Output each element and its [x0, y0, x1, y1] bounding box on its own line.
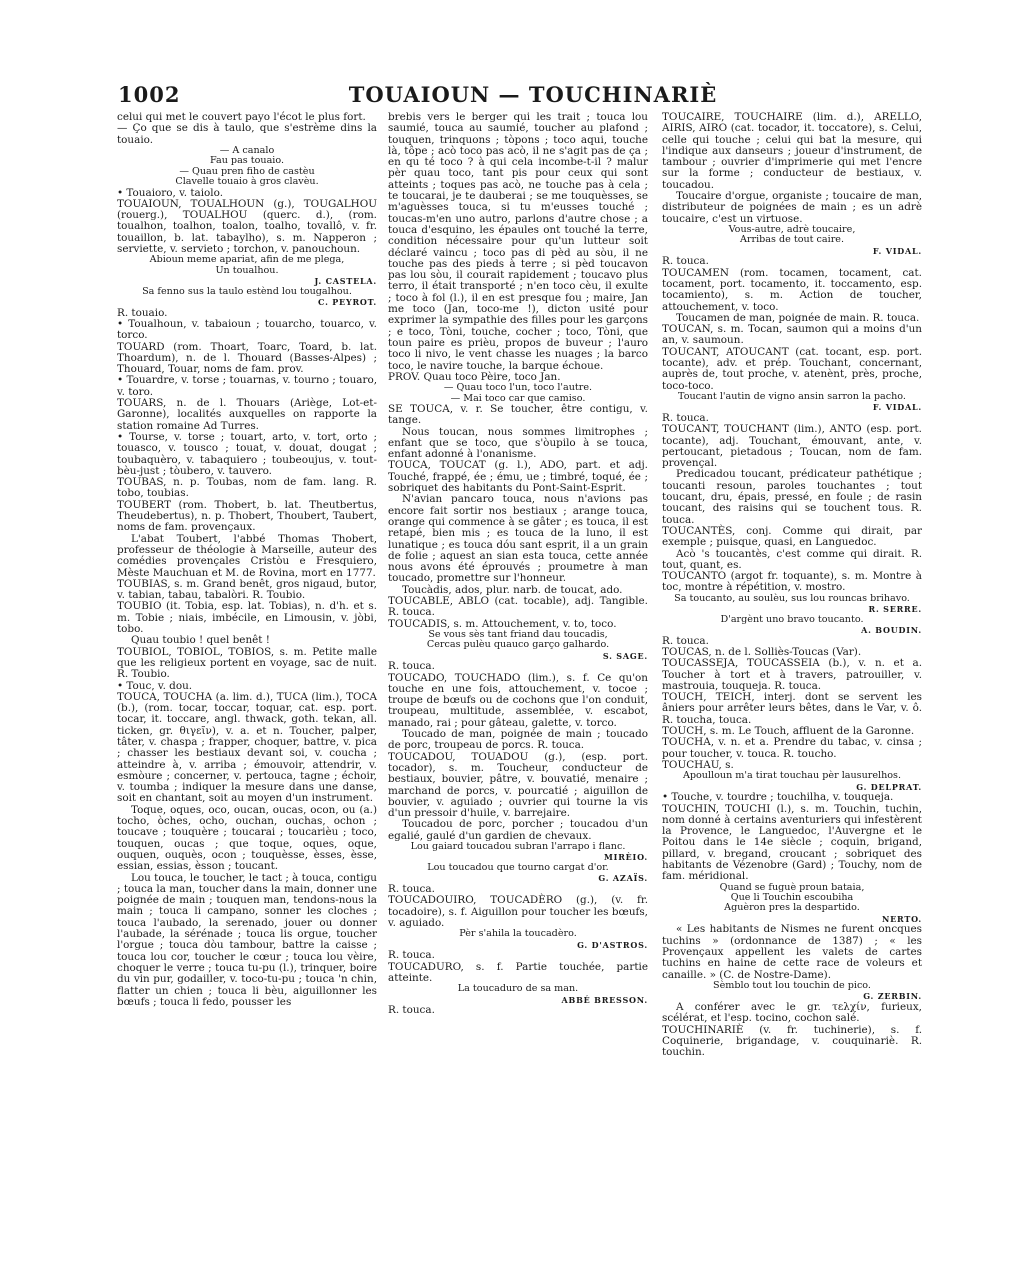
entry-paragraph: TOUCANT, ATOUCANT (cat. tocant, esp. port. tocante), adv. et prép. Touchant, concernant, auprès de, tout proche, v. atenènt, près, proche, toco-toco.: [662, 345, 922, 392]
entry-paragraph: TOUCANT, TOUCHANT (lim.), ANTO (esp. port. tocante), adj. Touchant, émouvant, ante, v. pertoucant, pietadous ; Toucan, nom de fam. provençal.: [662, 423, 922, 470]
entry-paragraph: • Touc, v. dou.: [117, 679, 193, 692]
citation-author: C. PEYROT.: [318, 297, 377, 308]
citation-quote: Sa toucanto, au soulèu, sus lou rouncas brihavo.: [674, 592, 910, 604]
citation-quote: Sèmblo tout lou touchin de pico.: [713, 979, 871, 991]
citation-quote: Quand se fuguè proun bataia,: [719, 881, 865, 893]
entry-paragraph: • Toualhoun, v. tabaioun ; touarcho, touarco, v. torco.: [117, 318, 377, 342]
citation-author: S. SAGE.: [602, 650, 648, 661]
entry-paragraph: Toucado de man, poignée de main ; toucado de porc, troupeau de porcs. R. touca.: [388, 728, 648, 752]
entry-paragraph: R. touca.: [388, 660, 435, 673]
entry-paragraph: TOUCADOU, TOUADOU (g.), (esp. port. tocador), s. m. Toucheur, conducteur de bestiaux, bouvier, pâtre, v. bouvatié, menaire ; marchand de porcs, v. pourcatié ; aiguillon de bouvier, v. aguiado ; ouvrier qui tourne la vis d'un pressoir d'huile, v. barrejaire.: [388, 750, 648, 820]
entry-paragraph: SE TOUCA, v. r. Se toucher, être contigu, v. tange.: [388, 402, 648, 427]
citation-quote: Aguèron pres la despartido.: [724, 902, 860, 914]
entry-paragraph: TOUCAIRE, TOUCHAIRE (lim. d.), ARELLO, AIRIS, AIRO (cat. tocador, it. toccatore), s. Celui, celle qui touche ; celui qui bat la mesure, qui l'indique aux danseurs ; joueur d'instrument, de tambour ; ouvrier d'imprimerie qui met l'encre sur la forme ; conducteur de bestiaux, v. toucadou.: [662, 111, 922, 191]
citation-quote: D'argènt uno bravo toucanto.: [720, 613, 864, 625]
citation-quote: Abioun meme apariat, afin de me plega,: [149, 254, 345, 266]
page-number: 1002: [118, 82, 181, 107]
citation-quote: Cercas pulèu quauco garço galhardo.: [426, 639, 610, 651]
entry-paragraph: TOUBIAS, s. m. Grand benêt, gros nigaud, butor, v. tabian, tabau, tabalòri. R. Toubio.: [117, 577, 377, 602]
citation-author: R. SERRE.: [868, 604, 922, 615]
entry-paragraph: — Ço que se dis à taulo, que s'estrème dins la touaio.: [117, 122, 377, 146]
citation-author: F. VIDAL.: [872, 245, 922, 256]
citation-quote: La toucaduro de sa man.: [457, 983, 579, 995]
entry-paragraph: R. touaio.: [117, 306, 168, 319]
entry-paragraph: TOUCAN, s. m. Tocan, saumon qui a moins d'un an, v. saumoun.: [662, 323, 922, 347]
text-column-right: [662, 112, 922, 1058]
citation-quote: Que li Touchin escoubiha: [730, 892, 854, 904]
citation-author: MIRÈIO.: [604, 852, 648, 863]
entry-paragraph: Toucàdis, ados, plur. narb. de toucat, ado.: [402, 583, 623, 596]
entry-paragraph: Lou touca, le toucher, le tact ; à touca, contigu ; touca la man, toucher dans la main, donner une poignée de main ; touquen man, tendons-nous la main ; touca li campano, sonner les cloches ; touca l'aubado, la serenado, jouer ou donner l'aubade, la sérénade ; touca lis orgue, toucher l'orgue ; touca dòu tambour, battre la caisse ; touca lou cor, toucher le cœur ; touca lou vèire, choquer le verre ; touca tu-pu (l.), trinquer, boire du vin pur, godailler, v. toco-tu-pu ; touca 'n chin, flatter un chien ; touca li bèu, aiguillonner les bœufs ; touca li fedo, pousser les: [117, 871, 377, 1008]
entry-paragraph: Toque, oques, oco, oucan, oucas, ocon, ou (a.) tocho, òches, ocho, ouchan, ouchas, ochon ; toucave ; touquère ; toucarai ; toucarièu ; toco, touquen, oucas ; que toque, oques, oque, ouquen, ouquès, ocon ; touquèsse, èsses, èsse, essian, essias, èsson ; toucant.: [117, 803, 377, 873]
citation-quote: Pèr s'ahila la toucadèro.: [459, 928, 577, 940]
entry-paragraph: TOUCA, TOUCAT (g. l.), ADO, part. et adj. Touché, frappé, ée ; ému, ue ; timbré, toqué, ée ; sobriquet des habitants du Pont-Saint-Esprit.: [388, 459, 648, 495]
entry-paragraph: A conférer avec le gr. τελχίν, furieux, scélérat, et l'esp. tocino, cochon salé.: [662, 1000, 922, 1025]
citation-author: G. D'ASTROS.: [577, 939, 648, 950]
entry-paragraph: Quau toubio ! quel benêt !: [131, 634, 270, 647]
entry-paragraph: TOUCADIS, s. m. Attouchement, v. to, toco.: [388, 617, 617, 630]
entry-paragraph: Acò 's toucantès, c'est comme qui dirait. R. tout, quant, es.: [662, 547, 922, 571]
citation-quote: — Mai toco car que camiso.: [450, 392, 586, 404]
citation-quote: Clavelle touaio à gros clavèu.: [175, 176, 319, 188]
citation-quote: — A canalo: [219, 144, 275, 156]
citation-author: G. DELPRAT.: [856, 781, 922, 792]
citation-quote: Fau pas touaio.: [209, 155, 285, 167]
entry-paragraph: TOUCADURO, s. f. Partie touchée, partie atteinte.: [388, 960, 648, 984]
entry-paragraph: R. touca.: [388, 883, 435, 896]
citation-quote: Lou gaiard toucadou subran l'arrapo i flanc.: [410, 841, 626, 853]
text-column-middle: [388, 112, 648, 1016]
entry-paragraph: TOUCAS, n. de l. Solliès-Toucas (Var).: [662, 645, 862, 658]
citation-quote: — Quau pren fiho de castèu: [179, 165, 315, 177]
citation-quote: Se vous sès tant friand dau toucadis,: [428, 628, 608, 640]
entry-paragraph: Toucamen de man, poignée de main. R. touca.: [676, 311, 920, 324]
entry-paragraph: TOUCHA, v. n. et a. Prendre du tabac, v. cinsa ; pour toucher, v. touca. R. toucho.: [662, 736, 922, 760]
running-head: TOUAIOUN — TOUCHINARIÈ: [348, 82, 718, 107]
entry-paragraph: celui qui met le couvert payo l'écot le plus fort.: [117, 111, 366, 123]
entry-paragraph: • Tourse, v. torse ; touart, arto, v. tort, orto ; touasco, v. tousco ; touat, v. douat, dougat ; toubaquèro, v. tabaquiero ; toubeoujus, v. tout-bèu-just ; tòubero, v. tauvero.: [117, 430, 377, 477]
citation-quote: Sa fenno sus la taulo estènd lou tougalhou.: [142, 285, 352, 297]
citation-quote: Arribas de tout caire.: [739, 234, 845, 246]
entry-paragraph: TOUCHINARIÈ (v. fr. tuchinerie), s. f. Coquinerie, brigandage, v. couquinariè. R. touchin.: [662, 1023, 922, 1059]
entry-paragraph: L'abat Toubert, l'abbé Thomas Thobert, professeur de théologie à Marseille, auteur des comédies provençales Cristòu e Fresquiero, Mèste Mauchuan et M. de Rovina, mort en 1777.: [117, 532, 377, 579]
entry-paragraph: TOUCA, TOUCHA (a. lim. d.), TUCA (lim.), TOCA (b.), (rom. tocar, toccar, toquar, cat. esp. port. tocar, it. toccare, angl. thwack, goth. tekan, all. ticken, gr. θιγεῖν), v. a. et n. Toucher, palper, tâter, v. chaspa ; frapper, choquer, battre, v. pica ; chasser les bestiaux devant soi, v. coucha ; atteindre à, v. arriba ; émouvoir, attendrir, v. esmòure ; concerner, v. pertouca, tagne ; échoir, v. toumba ; indiquer la mesure dans une danse, soit en chantant, soit au moyen d'un instrument.: [117, 690, 377, 805]
entry-paragraph: TOUCADOUIRO, TOUCADÈRO (g.), (v. fr. tocadoire), s. f. Aiguillon pour toucher les bœufs, v. aguiado.: [388, 894, 648, 929]
citation-quote: — Quau toco l'un, toco l'autre.: [443, 382, 593, 394]
page-header: [118, 82, 948, 112]
entry-paragraph: TOUCH, TEICH, interj. dont se servent les âniers pour arrêter leurs bêtes, dans le Var, v. ô. R. toucha, touca.: [662, 691, 922, 726]
entry-paragraph: • Touche, v. tourdre ; touchilha, v. touqueja.: [662, 791, 894, 804]
citation-author: NERTO.: [882, 913, 922, 924]
entry-paragraph: TOUCAMEN (rom. tocamen, tocament, cat. tocament, port. tocamento, it. toccamento, esp. tocamiento), s. m. Action de toucher, attouchement, v. toco.: [662, 266, 922, 313]
entry-paragraph: « Les habitants de Nismes ne furent oncques tuchins » (ordonnance de 1387) ; « les Provençaux appellent les valets de cartes tuchins en haine de cette race de voleurs et canaille. » (C. de Nostre-Dame).: [662, 923, 922, 981]
entry-paragraph: TOUCABLE, ABLO (cat. tocable), adj. Tangible. R. touca.: [388, 594, 648, 619]
entry-paragraph: • Touaioro, v. taiolo.: [117, 186, 223, 199]
citation-quote: Toucant l'autin de vigno ansin sarron la pacho.: [678, 390, 906, 402]
entry-paragraph: R. touca.: [388, 1004, 435, 1017]
entry-paragraph: TOUCASSEJA, TOUCASSEIA (b.), v. n. et a. Toucher à tort et à travers, patrouiller, v. mastrouia, touqueja. R. touca.: [662, 657, 922, 692]
entry-paragraph: TOUBIO (it. Tobia, esp. lat. Tobias), n. d'h. et s. m. Tobie ; niais, imbécile, en Limousin, v. jòbi, tobo.: [117, 600, 377, 636]
citation-quote: Apoulloun m'a tirat touchau pèr lausurelhos.: [682, 770, 902, 782]
entry-paragraph: R. touca.: [662, 411, 709, 424]
entry-paragraph: R. touca.: [388, 949, 435, 962]
citation-author: ABBÉ BRESSON.: [561, 994, 648, 1005]
entry-paragraph: TOUARD (rom. Thoart, Toarc, Toard, b. lat. Thoardum), n. de l. Thouard (Basses-Alpes) ; Thouard, Touar, noms de fam. prov.: [117, 340, 377, 376]
citation-author: F. VIDAL.: [872, 402, 922, 413]
entry-paragraph: TOUBERT (rom. Thobert, b. lat. Theutbertus, Theudebertus), n. p. Thobert, Thoubert, Taubert, noms de fam. provençaux.: [117, 498, 377, 534]
entry-paragraph: Nous toucan, nous sommes limitrophes ; enfant que se toco, que s'òupilo à se touca, enfant adonné à l'onanisme.: [388, 425, 648, 461]
entry-paragraph: TOUBAS, n. p. Toubas, nom de fam. lang. R. tobo, toubias.: [117, 476, 377, 500]
entry-paragraph: TOUCADO, TOUCHADO (lim.), s. f. Ce qu'on touche en une fois, attouchement, v. tocoe ; troupe de bœufs ou de cochons que l'on conduit, troupeau, multitude, assemblée, v. escabot, manado, rai ; pour gâteau, galette, v. torco.: [388, 671, 648, 729]
entry-paragraph: TOUCHIN, TOUCHI (l.), s. m. Touchin, tuchin, nom donné à certains aventuriers qui infestèrent la Provence, le Languedoc, l'Auvergne et le Poitou dans le 14e siècle ; coquin, brigand, pillard, v. bregand, croucant ; sobriquet des habitants de Vézenobre (Gard) ; Touchy, nom de fam. méridional.: [662, 802, 922, 883]
text-column-left: [117, 112, 377, 1008]
citation-quote: Lou toucadou que tourno cargat d'or.: [427, 862, 609, 874]
entry-paragraph: Toucaire d'orgue, organiste ; toucaire de man, distributeur de poignées de main ; es un adrè toucaire, c'est un virtuose.: [662, 190, 922, 225]
entry-paragraph: TOUCHAU, s.: [662, 758, 734, 771]
citation-quote: Vous-autre, adrè toucaire,: [728, 223, 856, 235]
citation-quote: Un toualhou.: [215, 264, 279, 276]
entry-paragraph: PROV. Quau toco Pèire, toco Jan.: [388, 370, 561, 383]
entry-paragraph: brebis vers le berger qui les trait ; touca lou saumié, touca au saumié, toucher au plafond ; touquen, trinquons ; tòpons ; toco aqui, touche là, tôpe ; acò toco pas acò, il ne s'agit pas de ça ; en qu té toco ? à qui cela incombe-t-il ? malur pèr quau toco, tant pis pour ceux qui sont atteints ; toques pas acò, ne touche pas à cela ; te toucarai, je te dauberai ; se me touquèsses, se m'aguèsses touca, si tu m'eusses touché ; toucas-m'en uno autro, parlons d'autre chose ; a touca d'esquino, les épaules ont touché la terre, condition nécessaire pour qu'un lutteur soit déclaré vaincu ; toco pas di pèd au sòu, il ne touche pas des pieds à terre ; si pèd toucavon pas lou sòu, il courait rapidement ; toucavo plus terro, il était transporté ; n'en toco cèu, il exulte ; toco à fol (l.), il en est presque fou ; maire, Jan me toco (Jan, toco-me !), dicton usité pour exprimer la sympathie des filles pour les garçons ; e toco, Tòni, touche, cocher ; toco, Tòni, que toun paire es prièu, propos de buveur ; l'auro toco li nivo, le vent chasse les nuages ; la barco toco, le navire touche, la barque échoue.: [388, 111, 648, 372]
entry-paragraph: N'avian pancaro touca, nous n'avions pas encore fait sortir nos bestiaux ; arange touca, orange qui commence à se gâter ; es touca, il est retapé, bien mis ; es touca de la luno, il est lunatique ; es touca dóu sant esprit, il a un grain de folie ; aquest an sian esta touca, cette année nous avons été éprouvés ; proumetre à man toucado, promettre sur l'honneur.: [388, 493, 648, 585]
entry-paragraph: TOUCANTÈS, conj. Comme qui dirait, par exemple ; puisque, quasi, en Languedoc.: [662, 524, 922, 549]
entry-paragraph: • Touardre, v. torse ; touarnas, v. tourno ; touaro, v. toro.: [117, 374, 377, 398]
entry-paragraph: TOUCANTO (argot fr. toquante), s. m. Montre à toc, montre à répétition, v. mostro.: [662, 570, 922, 594]
citation-author: J. CASTELA.: [314, 276, 377, 287]
citation-author: A. BOUDIN.: [861, 625, 922, 636]
entry-paragraph: Toucadou de porc, porcher ; toucadou d'un egalié, gaulé d'un gardien de chevaux.: [388, 818, 648, 842]
entry-paragraph: TOUARS, n. de l. Thouars (Ariège, Lot-et-Garonne), localités auxquelles on rapporte la station romaine Ad Turres.: [117, 397, 377, 432]
entry-paragraph: TOUAIOUN, TOUALHOUN (g.), TOUGALHOU (rouerg.), TOUALHOU (querc. d.), (rom. toualhon, toalhon, toalon, toalho, tovallô, v. fr. touaillon, b. lat. tabaylho), s. m. Napperon ; serviette, v. servieto ; torchon, v. panouchoun.: [117, 197, 377, 255]
entry-paragraph: R. touca.: [662, 255, 709, 268]
citation-author: G. ZERBIN.: [863, 991, 922, 1002]
entry-paragraph: Predicadou toucant, prédicateur pathétique ; toucanti resoun, paroles touchantes ; tout toucant, dru, épais, pressé, en foule ; de rasin toucant, des raisins qui se touchent tous. R. touca.: [662, 468, 922, 526]
citation-author: G. AZAÏS.: [598, 873, 648, 884]
entry-paragraph: R. touca.: [662, 634, 709, 647]
entry-paragraph: TOUCH, s. m. Le Touch, affluent de la Garonne.: [662, 725, 915, 738]
entry-paragraph: TOUBIOL, TOBIOL, TOBIOS, s. m. Petite malle que les religieux portent en voyage, sac de nuit. R. Toubio.: [117, 645, 377, 681]
